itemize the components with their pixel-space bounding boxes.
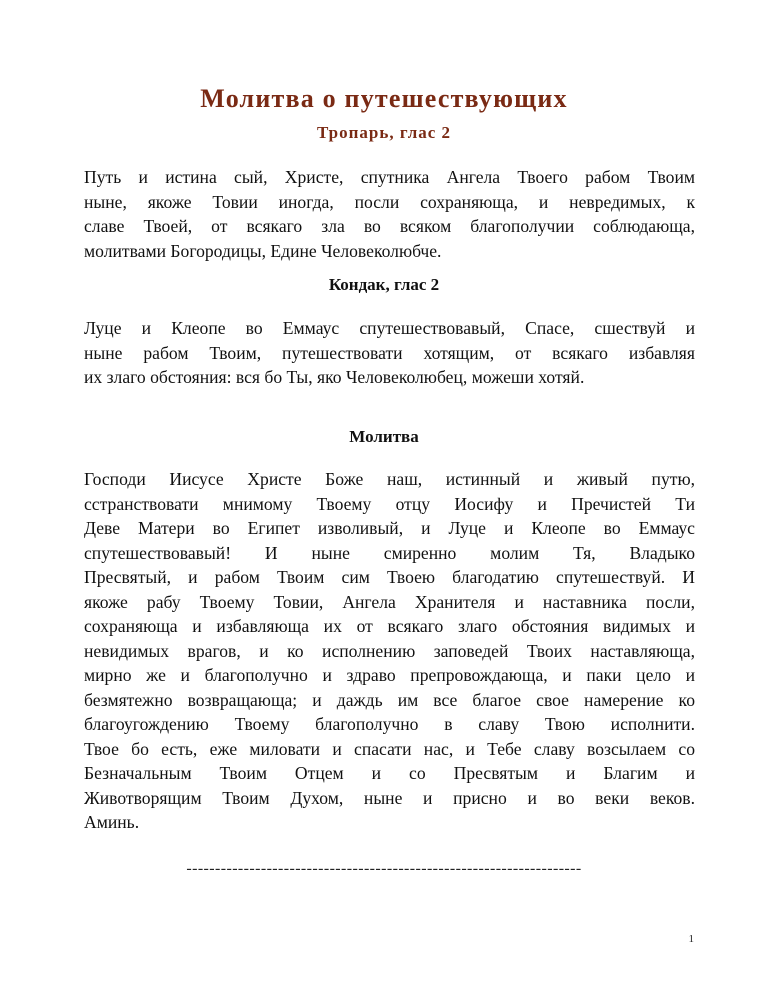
text-line: благоугождению Твоему благополучно в славу Твою исполнити. bbox=[84, 714, 695, 734]
text-line: спутешествовавый! И ныне смиренно молим Тя, Владыко bbox=[84, 542, 695, 563]
page-title: Молитва о путешествующих bbox=[200, 84, 568, 113]
text-line: сстранствовати мнимому Твоему отцу Иосифу и Пречистей Ти bbox=[84, 493, 695, 514]
text-line: Господи Иисусе Христе Боже наш, истинный и живый путю, bbox=[84, 469, 695, 489]
troparion-text bbox=[84, 165, 695, 263]
text-line: Деве Матери во Египет изволивый, и Луце и Клеопе во Еммаус bbox=[84, 518, 695, 538]
page-number: 1 bbox=[688, 933, 694, 945]
text-line: ныне рабом Твоим, путешествовати хотящим, от всякаго избавляя bbox=[84, 342, 695, 363]
text-line: Пресвятый, и рабом Твоим сим Твоею благодатию спутешествуй. И bbox=[84, 567, 695, 587]
kontakion-text bbox=[84, 316, 695, 390]
text-line: невидимых врагов, и ко исполнению заповедей Твоих наставляюща, bbox=[84, 640, 695, 661]
prayer-heading: Молитва bbox=[349, 427, 419, 446]
text-line: Луце и Клеопе во Еммаус спутешествовавый, Спасе, сшествуй и bbox=[84, 318, 695, 338]
text-line: молитвами Богородицы, Едине Человеколюбче. bbox=[84, 240, 442, 261]
text-line: славе Твоей, от всякаго зла во всяком благополучии соблюдающа, bbox=[84, 216, 695, 236]
text-line: Безначальным Твоим Отцем и со Пресвятым и Благим и bbox=[84, 763, 695, 783]
text-line: Аминь. bbox=[84, 812, 140, 832]
text-line: якоже рабу Твоему Товии, Ангела Хранителя и наставника посли, bbox=[84, 591, 695, 612]
prayer-text bbox=[84, 467, 695, 835]
troparion-heading: Тропарь, глас 2 bbox=[316, 123, 452, 142]
text-line: Животворящим Твоим Духом, ныне и присно и во веки веков. bbox=[84, 787, 695, 808]
separator-line: --------------------------------------------------------------------- bbox=[186, 860, 582, 877]
kontakion-heading: Кондак, глас 2 bbox=[328, 275, 440, 294]
text-line: Твое бо есть, еже миловати и спасати нас, и Тебе славу возсылаем со bbox=[84, 738, 695, 759]
text-line: их злаго обстояния: вся бо Ты, яко Человеколюбец, можеши хотяй. bbox=[84, 367, 585, 387]
text-line: безмятежно возвращающа; и даждь им все благое свое намерение ко bbox=[84, 689, 695, 710]
text-line: Путь и истина сый, Христе, спутника Ангела Твоего рабом Твоим bbox=[84, 167, 695, 187]
text-line: ныне, якоже Товии иногда, посли сохраняюща, и невредимых, к bbox=[84, 191, 695, 212]
text-line: мирно же и благополучно и здраво препровождающа, и паки цело и bbox=[84, 665, 695, 685]
text-line: сохраняюща и избавляюща их от всякаго злаго обстояния видимых и bbox=[84, 616, 695, 636]
